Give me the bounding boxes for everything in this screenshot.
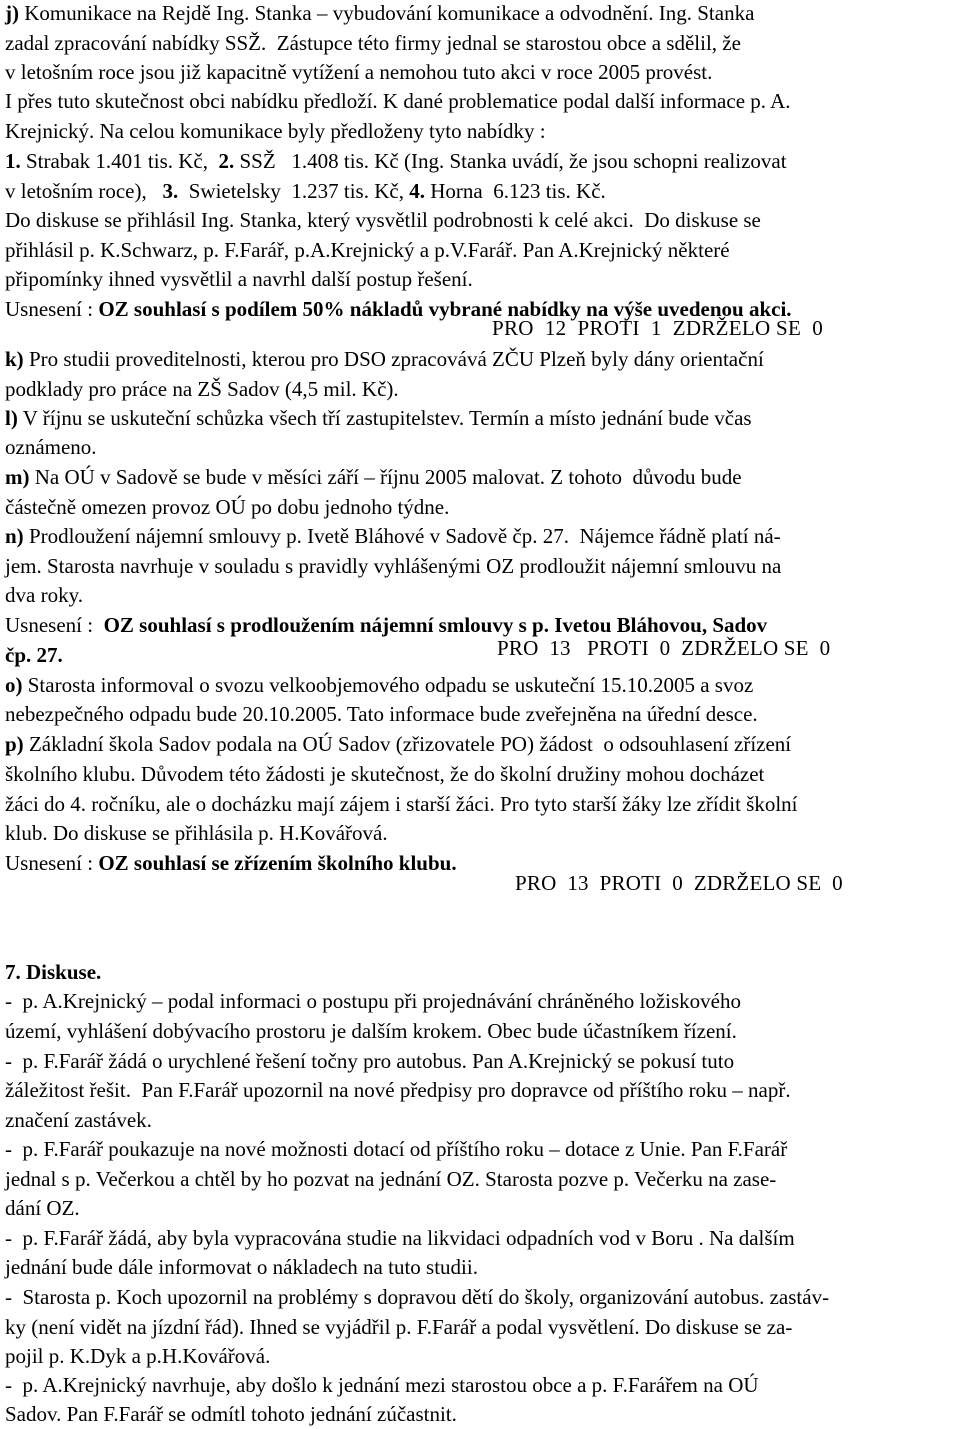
text-segment: Horna 6.123 tis. Kč.	[424, 179, 606, 203]
bold-text: 7. Diskuse.	[5, 960, 102, 984]
text-line	[5, 986, 741, 1016]
text-line	[5, 1134, 787, 1164]
text-line	[5, 580, 83, 610]
bold-text: 4.	[409, 179, 425, 203]
text-segment: Usnesení :	[5, 613, 104, 637]
text-segment: klub. Do diskuse se přihlásila p. H.Kovářová.	[5, 821, 388, 845]
bold-text: n)	[5, 524, 24, 548]
text-segment: ky (není vidět na jízdní řád). Ihned se vyjádřil p. F.Farář a podal vysvětlení. Do diskuse se za-	[5, 1315, 793, 1339]
text-segment: jednání bude dále informovat o nákladech na tuto studii.	[5, 1255, 478, 1279]
text-segment: Do diskuse se přihlásil Ing. Stanka, který vysvětlil podrobnosti k celé akci. Do diskuse se	[5, 208, 761, 232]
text-line	[5, 957, 101, 987]
bold-text: p)	[5, 732, 24, 756]
text-line	[5, 1046, 734, 1076]
text-segment: pojil p. K.Dyk a p.H.Kovářová.	[5, 1344, 271, 1368]
vote-result: PRO 13 PROTI 0 ZDRŽELO SE 0	[515, 871, 843, 895]
text-segment: - Starosta p. Koch upozornil na problémy s dopravou dětí do školy, organizování autobus. zastáv-	[5, 1285, 830, 1309]
text-line	[5, 86, 791, 116]
text-segment: v letošním roce jsou již kapacitně vytížení a nemohou tuto akci v roce 2005 provést.	[5, 60, 713, 84]
text-segment: Krejnický. Na celou komunikace byly předloženy tyto nabídky :	[5, 119, 546, 143]
text-line	[5, 640, 63, 670]
text-segment: v letošním roce),	[5, 179, 163, 203]
text-segment: žáležitost řešit. Pan F.Farář upozornil na nové předpisy pro dopravce od příštího roku – např.	[5, 1078, 791, 1102]
text-segment: podklady pro práce na ZŠ Sadov (4,5 mil. Kč).	[5, 377, 399, 401]
text-line	[5, 1252, 478, 1282]
text-line	[5, 521, 781, 551]
text-line	[5, 146, 787, 176]
bold-text: m)	[5, 465, 30, 489]
text-line	[5, 759, 764, 789]
text-segment: území, vyhlášení dobývacího prostoru je dalším krokem. Obec bude účastníkem řízení.	[5, 1019, 737, 1043]
text-segment: Komunikace na Rejdě Ing. Stanka – vybudování komunikace a odvodnění. Ing. Stanka	[19, 1, 755, 25]
text-line	[5, 1016, 737, 1046]
text-segment: - p. F.Farář žádá o urychlené řešení točny pro autobus. Pan A.Krejnický se pokusí tuto	[5, 1049, 735, 1073]
text-line	[5, 344, 764, 374]
text-line	[5, 670, 753, 700]
text-line	[5, 1341, 270, 1371]
text-line	[5, 1105, 152, 1135]
text-segment: SSŽ 1.408 tis. Kč (Ing. Stanka uvádí, že jsou schopni realizovat	[234, 149, 787, 173]
vote-result: PRO 13 PROTI 0 ZDRŽELO SE 0	[497, 636, 831, 660]
text-line	[5, 789, 798, 819]
text-line	[5, 57, 712, 87]
text-segment: připomínky ihned vysvětlil a navrhl další postup řešení.	[5, 267, 473, 291]
text-segment: dva roky.	[5, 583, 83, 607]
text-segment: - p. F.Farář žádá, aby byla vypracována studie na likvidaci odpadních vod v Boru . Na dalším	[5, 1226, 795, 1250]
bold-text: o)	[5, 673, 23, 697]
text-segment: Usnesení :	[5, 851, 99, 875]
text-segment: Na OÚ v Sadově se bude v měsíci září – říjnu 2005 malovat. Z tohoto důvodu bude	[29, 465, 742, 489]
text-line	[5, 205, 761, 235]
bold-text: k)	[5, 347, 24, 371]
text-line	[5, 1312, 792, 1342]
text-segment: - p. A.Krejnický – podal informaci o postupu při projednávání chráněného ložiskového	[5, 989, 741, 1013]
text-line	[5, 264, 473, 294]
text-line	[5, 1370, 759, 1400]
text-segment: Pro studii proveditelnosti, kterou pro DSO zpracovává ZČU Plzeň byly dány orientační	[23, 347, 764, 371]
bold-text: 3.	[162, 179, 179, 203]
text-segment: Usnesení :	[5, 297, 99, 321]
text-segment: nebezpečného odpadu bude 20.10.2005. Tato informace bude zveřejněna na úřední desce.	[5, 702, 758, 726]
text-segment: Prodloužení nájemní smlouvy p. Ivetě Bláhové v Sadově čp. 27. Nájemce řádně platí ná-	[23, 524, 781, 548]
text-segment: Základní škola Sadov podala na OÚ Sadov (zřizovatele PO) žádost o odsouhlasení zřízení	[23, 732, 792, 756]
text-line	[5, 1164, 776, 1194]
text-line	[5, 699, 758, 729]
text-segment: jednal s p. Večerkou a chtěl by ho pozvat na jednání OZ. Starosta pozve p. Večerku na zase-	[5, 1167, 777, 1191]
text-line	[5, 492, 449, 522]
text-segment: Swietelsky 1.237 tis. Kč,	[178, 179, 410, 203]
text-line	[5, 432, 97, 462]
text-line	[5, 462, 742, 492]
bold-text: OZ souhlasí s podílem 50% nákladů vybrané nabídky na výše uvedenou akci.	[98, 297, 792, 321]
text-line	[5, 374, 399, 404]
vote-result: PRO 12 PROTI 1 ZDRŽELO SE 0	[492, 316, 824, 340]
text-segment: Starosta informoval o svozu velkoobjemového odpadu se uskuteční 15.10.2005 a svoz	[22, 673, 754, 697]
text-segment: částečně omezen provoz OÚ po dobu jednoho týdne.	[5, 495, 450, 519]
text-line	[5, 1399, 457, 1429]
bold-text: l)	[5, 406, 18, 430]
text-segment: Strabak 1.401 tis. Kč,	[20, 149, 219, 173]
text-segment: V říjnu se uskuteční schůzka všech tří zastupitelstev. Termín a místo jednání bude včas	[17, 406, 752, 430]
text-segment: školního klubu. Důvodem této žádosti je skutečnost, že do školní družiny mohou docházet	[5, 762, 765, 786]
text-line	[5, 235, 730, 265]
bold-text: 2.	[218, 149, 235, 173]
text-line	[5, 176, 606, 206]
text-line	[5, 1223, 795, 1253]
text-segment: - p. F.Farář poukazuje na nové možnosti dotací od příštího roku – dotace z Unie. Pan F.Farář	[5, 1137, 788, 1161]
text-line	[5, 1282, 829, 1312]
text-segment: dání OZ.	[5, 1196, 80, 1220]
bold-text: OZ souhlasí s prodloužením nájemní smlouvy s p. Ivetou Bláhovou, Sadov	[103, 613, 768, 637]
text-segment: oznámeno.	[5, 435, 97, 459]
text-line	[5, 1075, 791, 1105]
text-segment: žáci do 4. ročníku, ale o docházku mají zájem i starší žáci. Pro tyto starší žáky lze zřídit školní	[5, 792, 798, 816]
text-line	[5, 848, 457, 878]
bold-text: OZ souhlasí se zřízením školního klubu.	[98, 851, 457, 875]
bold-text: 1.	[5, 149, 21, 173]
text-segment: I přes tuto skutečnost obci nabídku předloží. K dané problematice podal další informace p. A.	[5, 89, 791, 113]
text-segment: - p. A.Krejnický navrhuje, aby došlo k jednání mezi starostou obce a p. F.Farářem na OÚ	[5, 1373, 759, 1397]
text-segment: přihlásil p. K.Schwarz, p. F.Farář, p.A.Krejnický a p.V.Farář. Pan A.Krejnický některé	[5, 238, 730, 262]
bold-text: čp. 27.	[5, 643, 63, 667]
text-line	[5, 1193, 80, 1223]
text-line	[5, 403, 752, 433]
text-segment: Sadov. Pan F.Farář se odmítl tohoto jednání zúčastnit.	[5, 1402, 457, 1426]
text-line	[5, 818, 388, 848]
text-segment: značení zastávek.	[5, 1108, 152, 1132]
text-segment: zadal zpracování nabídky SSŽ. Zástupce této firmy jednal se starostou obce a sdělil, že	[5, 31, 741, 55]
text-line	[5, 551, 781, 581]
text-line	[5, 0, 754, 28]
text-segment: jem. Starosta navrhuje v souladu s pravidly vyhlášenými OZ prodloužit nájemní smlouvu na	[5, 554, 782, 578]
text-line	[5, 729, 791, 759]
text-line	[5, 28, 741, 58]
text-line	[5, 116, 546, 146]
bold-text: j)	[5, 1, 19, 25]
